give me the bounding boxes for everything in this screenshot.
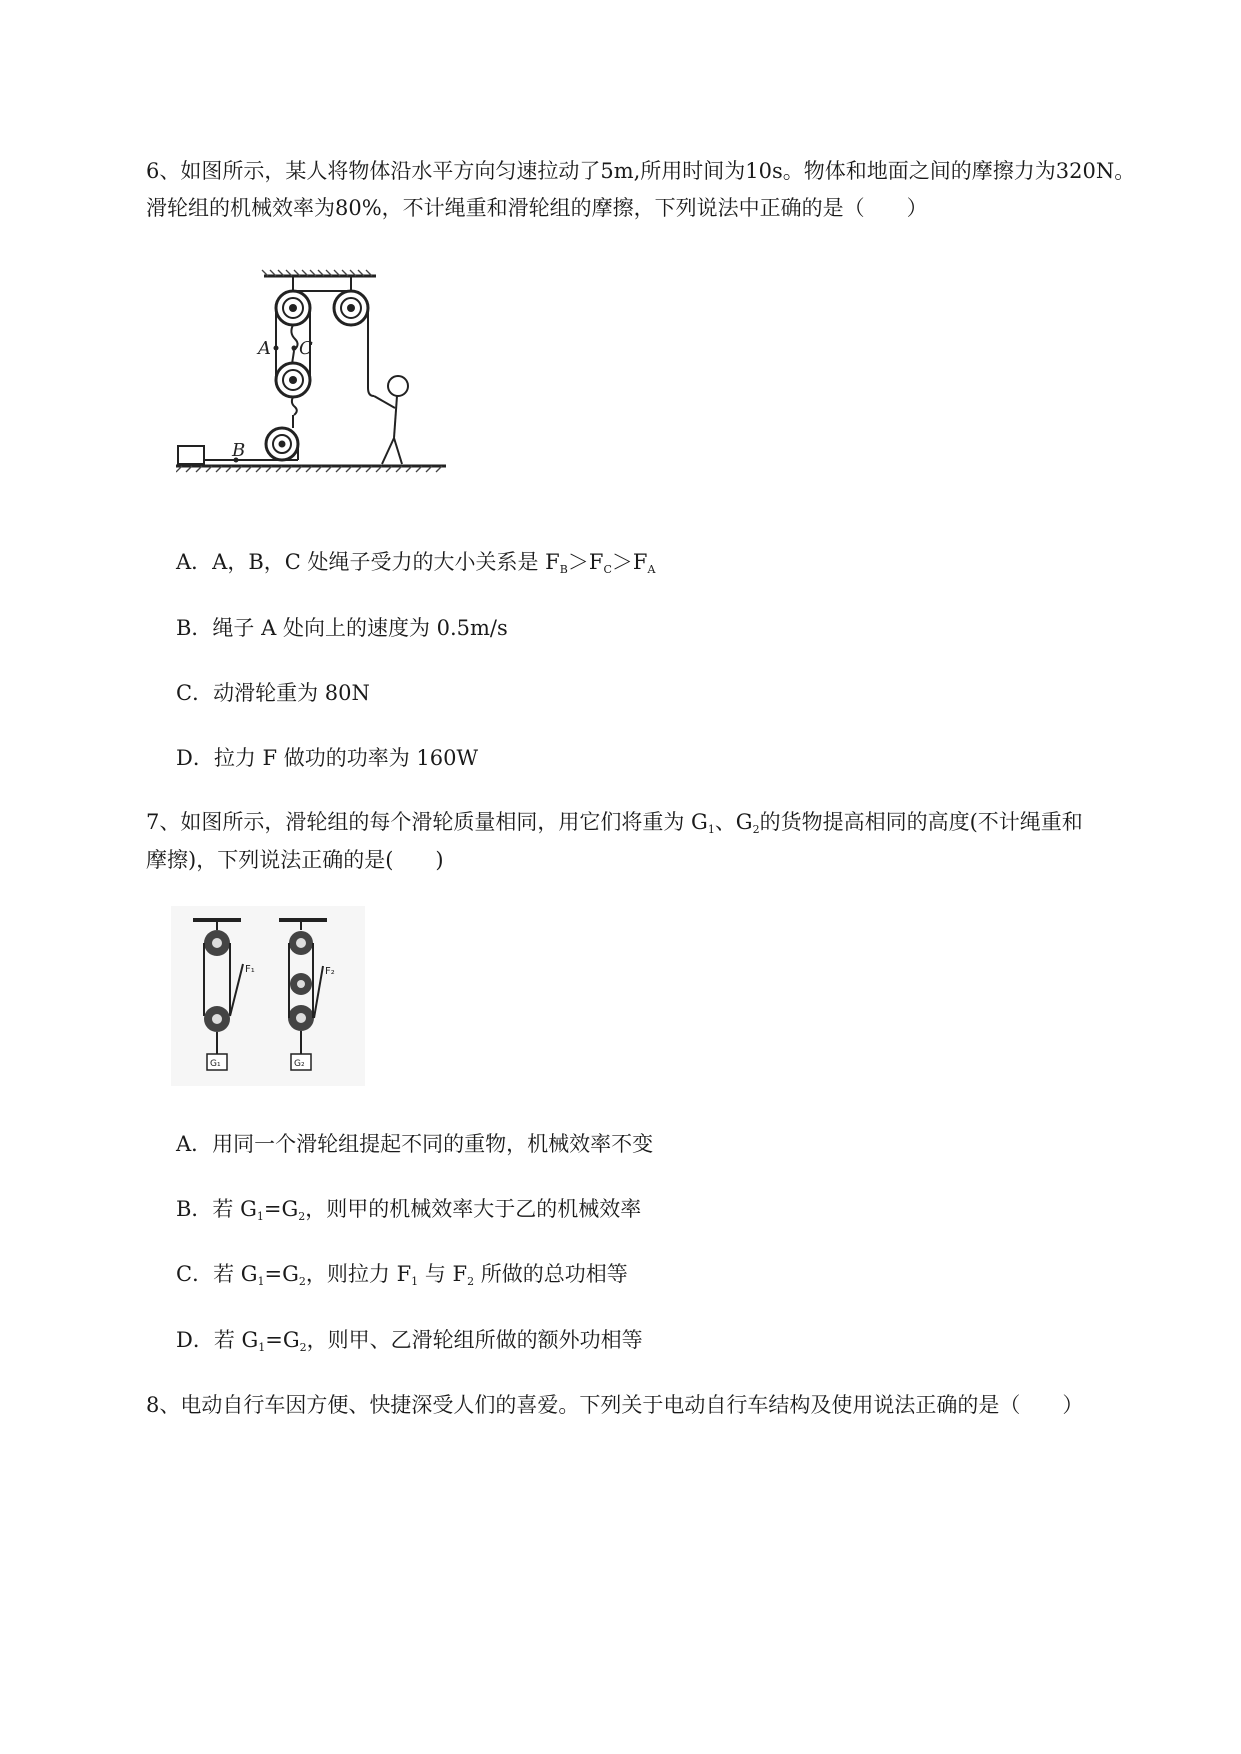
q6-stem-line1: 6、如图所示，某人将物体沿水平方向匀速拉动了5m,所用时间为10s。物体和地面之间的摩擦力为320N。 bbox=[146, 159, 1136, 183]
q7-pulley-figure bbox=[171, 906, 365, 1086]
q6-option-b: B．绳子 A 处向上的速度为 0.5m/s bbox=[176, 616, 508, 640]
q7-stem-line2: 摩擦)，下列说法正确的是( ) bbox=[146, 848, 444, 872]
q8-stem-line1: 8、电动自行车因方便、快捷深受人们的喜爱。下列关于电动自行车结构及使用说法正确的是（ ） bbox=[146, 1393, 1084, 1417]
q6-stem-line2: 滑轮组的机械效率为80%，不计绳重和滑轮组的摩擦，下列说法中正确的是（ ） bbox=[146, 196, 928, 220]
label-g1: G₁ bbox=[210, 1059, 221, 1069]
q6-option-c: C．动滑轮重为 80N bbox=[176, 681, 370, 705]
q7-option-c: C．若 $G_1=G_2$，则拉力 $F_1$ 与 $F_2$ 所做的总功相等 bbox=[176, 1262, 628, 1288]
label-g2: G₂ bbox=[294, 1059, 305, 1069]
q6-option-d: D．拉力 F 做功的功率为 160W bbox=[176, 746, 479, 770]
q7-option-d: D．若 $G_1=G_2$，则甲、乙滑轮组所做的额外功相等 bbox=[176, 1328, 643, 1354]
label-c: C bbox=[299, 338, 313, 359]
label-a: A bbox=[258, 338, 271, 359]
q7-option-b: B．若 $G_1=G_2$，则甲的机械效率大于乙的机械效率 bbox=[176, 1197, 642, 1223]
label-f2: F₂ bbox=[325, 966, 335, 977]
q7-stem-line1: 7、如图所示，滑轮组的每个滑轮质量相同，用它们将重为 $G_1$、$G_2$的货物提高相同的高度(不计绳重和 bbox=[146, 810, 1083, 836]
q6-option-a: A．A，B，C 处绳子受力的大小关系是 $F_B>F_C>F_A$ bbox=[176, 550, 656, 576]
label-b: B bbox=[232, 440, 246, 461]
label-f1: F₁ bbox=[245, 964, 255, 975]
q6-pulley-figure bbox=[176, 268, 451, 500]
q7-option-a: A．用同一个滑轮组提起不同的重物，机械效率不变 bbox=[176, 1132, 654, 1156]
